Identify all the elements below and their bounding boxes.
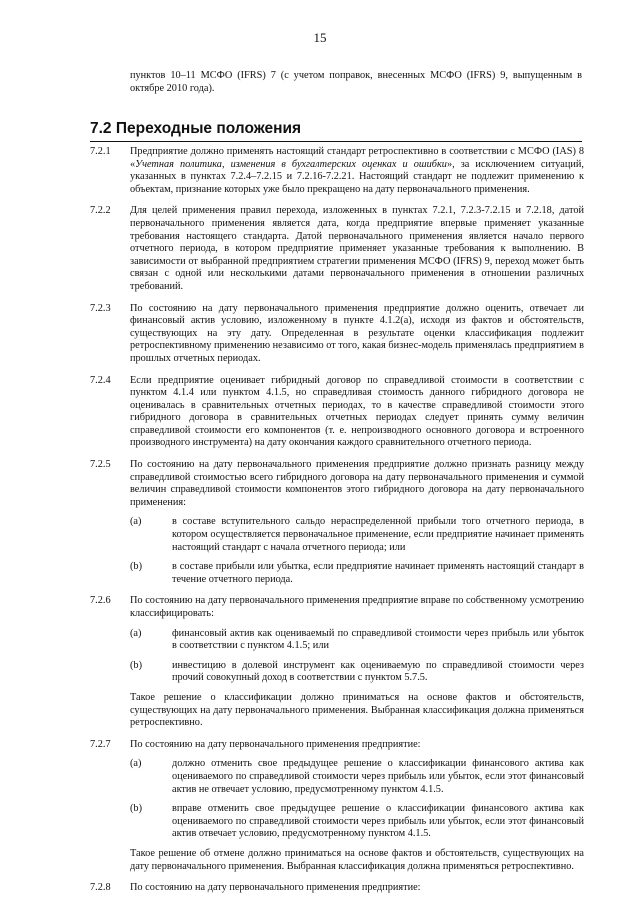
sub-item-text: вправе отменить свое предыдущее решение о классификации финансового актива как оцениваемого по справедливой стоимости через прибыль или убыток, если этот финансовый актив отвечает условию, предусмотренному пунктом 4.1.5.	[172, 803, 584, 840]
sub-item-label: (a)	[130, 516, 142, 528]
section-heading: 7.2 Переходные положения	[90, 120, 582, 142]
sub-item	[130, 660, 584, 685]
sub-item-text: должно отменить свое предыдущее решение о классификации финансового актива как оцениваемого по справедливой стоимости через прибыль или убыток, если этот финансовый актив не отвечает условию, предусмотренному пунктом 4.1.5.	[172, 758, 584, 795]
clause-closing-text: Такое решение об отмене должно приниматься на основе фактов и обстоятельств, существующих на дату первоначального применения. Выбранная классификация должна применяться ретроспективно.	[130, 847, 584, 872]
sub-item-label: (b)	[130, 659, 143, 671]
clause-text: Для целей применения правил перехода, изложенных в пунктах 7.2.1, 7.2.3-7.2.15 и 7.2.18, датой первоначального применения является дата, когда предприятие впервые применяет указанные требования настоящего стандарта. Датой первоначального применения является начало первого отчетного периода, в котором предприятие применяет указанные требования к выполнению. В зависимости от выбранной предприятием стратегии применения МСФО (IFRS) 9, переход может быть связан с одной или несколькими датами первоначального применения в отношении различных требований.	[130, 205, 584, 292]
clause-7-2-8	[90, 882, 584, 895]
sub-item	[130, 628, 584, 653]
clause-7-2-7	[90, 739, 584, 873]
clause-number: 7.2.4	[90, 374, 111, 386]
clause-7-2-4	[90, 375, 584, 451]
sub-item-label: (b)	[130, 803, 143, 815]
intro-paragraph: пунктов 10–11 МСФО (IFRS) 7 (с учетом поправок, внесенных МСФО (IFRS) 9, выпущенным в октябре 2010 года).	[130, 70, 582, 94]
sub-item-label: (a)	[130, 758, 142, 770]
clause-text: По состоянию на дату первоначального применения предприятие должно оценить, отвечает ли финансовый актив условию, изложенному в пункте 4.1.2(а), исходя из фактов и обстоятельств, существующих на эту дату. Определенная в результате оценки классификация подлежит ретроспективному применению независимо от того, какая бизнес-модель применялась предприятием в прошлых отчетных периодах.	[130, 302, 584, 364]
clause-number: 7.2.1	[90, 146, 111, 157]
clause-text-part: Предприятие должно применять настоящий стандарт ретроспективно в соответствии с МСФО (IAS) 8 «	[130, 146, 584, 170]
clause-7-2-3	[90, 303, 584, 366]
clause-7-2-2	[90, 205, 584, 293]
clause-text: По состоянию на дату первоначального применения предприятие вправе по собственному усмотрению классифицировать:	[130, 595, 584, 619]
clause-number: 7.2.2	[90, 205, 111, 217]
clause-text	[130, 146, 584, 196]
clause-number: 7.2.8	[90, 882, 111, 894]
section-body	[90, 146, 584, 904]
sub-item-text: финансовый актив как оцениваемый по справедливой стоимости через прибыль или убыток в соответствии с пунктом 4.1.5; или	[172, 627, 584, 652]
sub-item-label: (a)	[130, 627, 142, 639]
clause-closing-text: Такое решение о классификации должно приниматься на основе фактов и обстоятельств, существующих на дату первоначального применения. Выбранная классификация должна применяться ретроспективно.	[130, 691, 584, 729]
sub-item	[130, 561, 584, 586]
clause-number: 7.2.6	[90, 595, 111, 607]
sub-item-text: инвестицию в долевой инструмент как оцениваемую по справедливой стоимости через прочий совокупный доход в соответствии с пунктом 5.7.5.	[172, 659, 584, 684]
clause-7-2-5	[90, 459, 584, 586]
sub-item	[130, 758, 584, 796]
clause-number: 7.2.3	[90, 302, 111, 314]
sub-item	[130, 803, 584, 841]
sub-item-label: (b)	[130, 561, 143, 573]
clause-7-2-6	[90, 595, 584, 729]
standard-title: Учетная политика, изменения в бухгалтерских оценках и ошибки	[135, 158, 447, 170]
sub-item	[130, 516, 584, 554]
page-number: 15	[313, 30, 327, 45]
clause-text: По состоянию на дату первоначального применения предприятие должно признать разницу между справедливой стоимостью всего гибридного договора на дату первоначального применения и суммой величин справедливой стоимости компонентов этого гибридного договора на дату первоначального применения:	[130, 459, 584, 508]
clause-text: Если предприятие оценивает гибридный договор по справедливой стоимости в соответствии с пунктом 4.1.4 или пунктом 4.1.5, но справедливая стоимость данного гибридного договора не оценивалась в сравнительных отчетных периодах, то в качестве справедливой стоимости этого гибридного договора в сравнительных отчетных периодах следует принять сумму величин справедливой стоимости его компонентов (т. е. непроизводного основного договора и встроенного производного инструмента) на дату окончания каждого сравнительного отчетного периода.	[130, 374, 584, 449]
clause-text-part: », за исключением ситуаций, указанных в пунктах 7.2.4–7.2.15 и 7.2.16-7.2.21. Настоящий стандарт не подлежит применению к объектам, признание которых уже было прекращено на дату первоначального применения.	[130, 158, 584, 195]
clause-text: По состоянию на дату первоначального применения предприятие:	[130, 738, 421, 750]
clause-7-2-1	[90, 146, 584, 196]
clause-number: 7.2.7	[90, 738, 111, 750]
clause-text: По состоянию на дату первоначального применения предприятие:	[130, 882, 421, 894]
sub-item-text: в составе вступительного сальдо нераспределенной прибыли того отчетного периода, в котором осуществляется первоначальное применение, если предприятие начинает применять настоящий стандарт с начала отчетного периода; или	[172, 516, 584, 553]
clause-number: 7.2.5	[90, 459, 111, 471]
sub-item-text: в составе прибыли или убытка, если предприятие начинает применять настоящий стандарт в течение отчетного периода.	[172, 561, 584, 585]
